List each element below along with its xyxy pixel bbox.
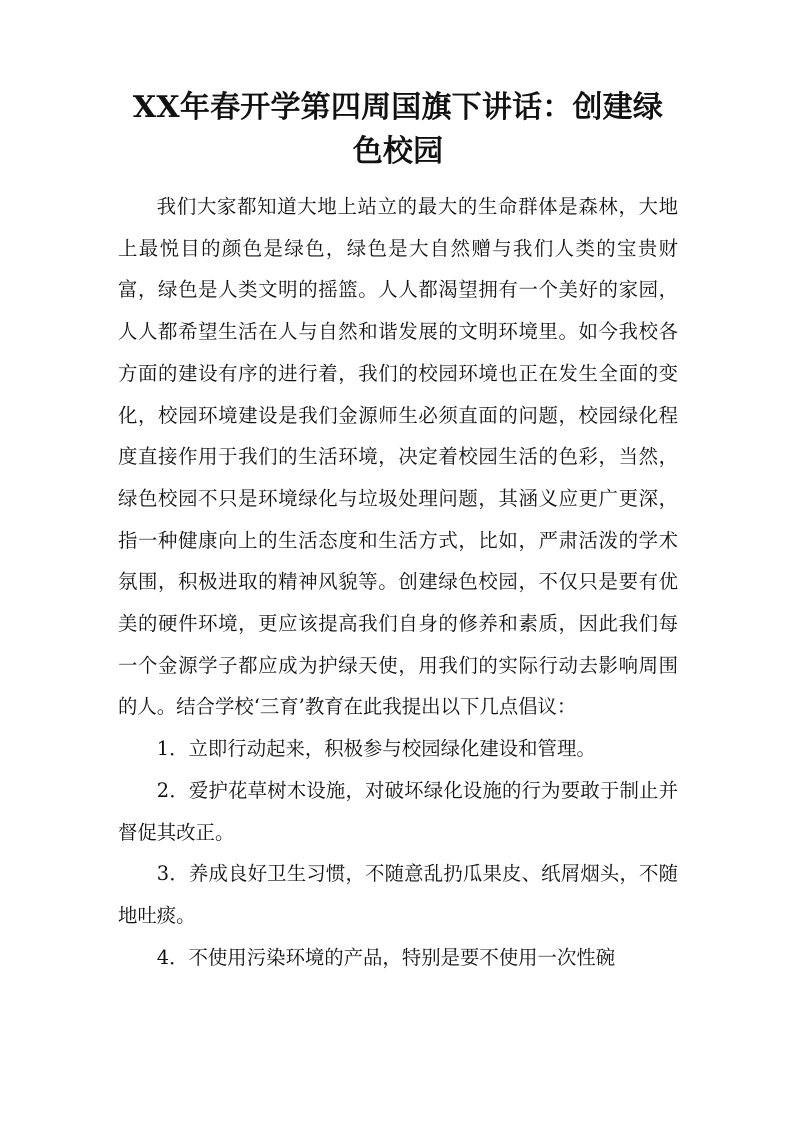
document-body xyxy=(118,186,678,978)
document-page xyxy=(118,86,678,978)
intro-paragraph: 我们大家都知道大地上站立的最大的生命群体是森林，大地上最悦目的颜色是绿色，绿色是大自然赠与我们人类的宝贵财富，绿色是人类文明的摇篮。人人都渴望拥有一个美好的家园，人人都希望生活在人与自然和谐发展的文明环境里。如今我校各方面的建设有序的进行着，我们的校园环境也正在发生全面的变化，校园环境建设是我们金源师生必须直面的问题，校园绿化程度直接作用于我们的生活环境，决定着校园生活的色彩，当然，绿色校园不只是环境绿化与垃圾处理问题，其涵义应更广更深，指一种健康向上的生活态度和生活方式，比如，严肃活泼的学术氛围，积极进取的精神风貌等。创建绿色校园，不仅只是要有优美的硬件环境，更应该提高我们自身的修养和素质，因此我们每一个金源学子都应成为护绿天使，用我们的实际行动去影响周围的人。结合学校‘三育’教育在此我提出以下几点倡议： xyxy=(118,195,678,719)
document-title: XX年春开学第四周国旗下讲话：创建绿色校园 xyxy=(132,90,664,169)
proposal-item-4: 4．不使用污染环境的产品，特别是要不使用一次性碗 xyxy=(156,945,616,969)
proposal-item-2: 2．爱护花草树木设施，对破坏绿化设施的行为要敢于制止并督促其改正。 xyxy=(118,778,678,844)
proposal-item-3: 3．养成良好卫生习惯，不随意乱扔瓜果皮、纸屑烟头，不随地吐痰。 xyxy=(118,862,678,927)
proposal-item-1: 1．立即行动起来，积极参与校园绿化建设和管理。 xyxy=(156,737,596,761)
